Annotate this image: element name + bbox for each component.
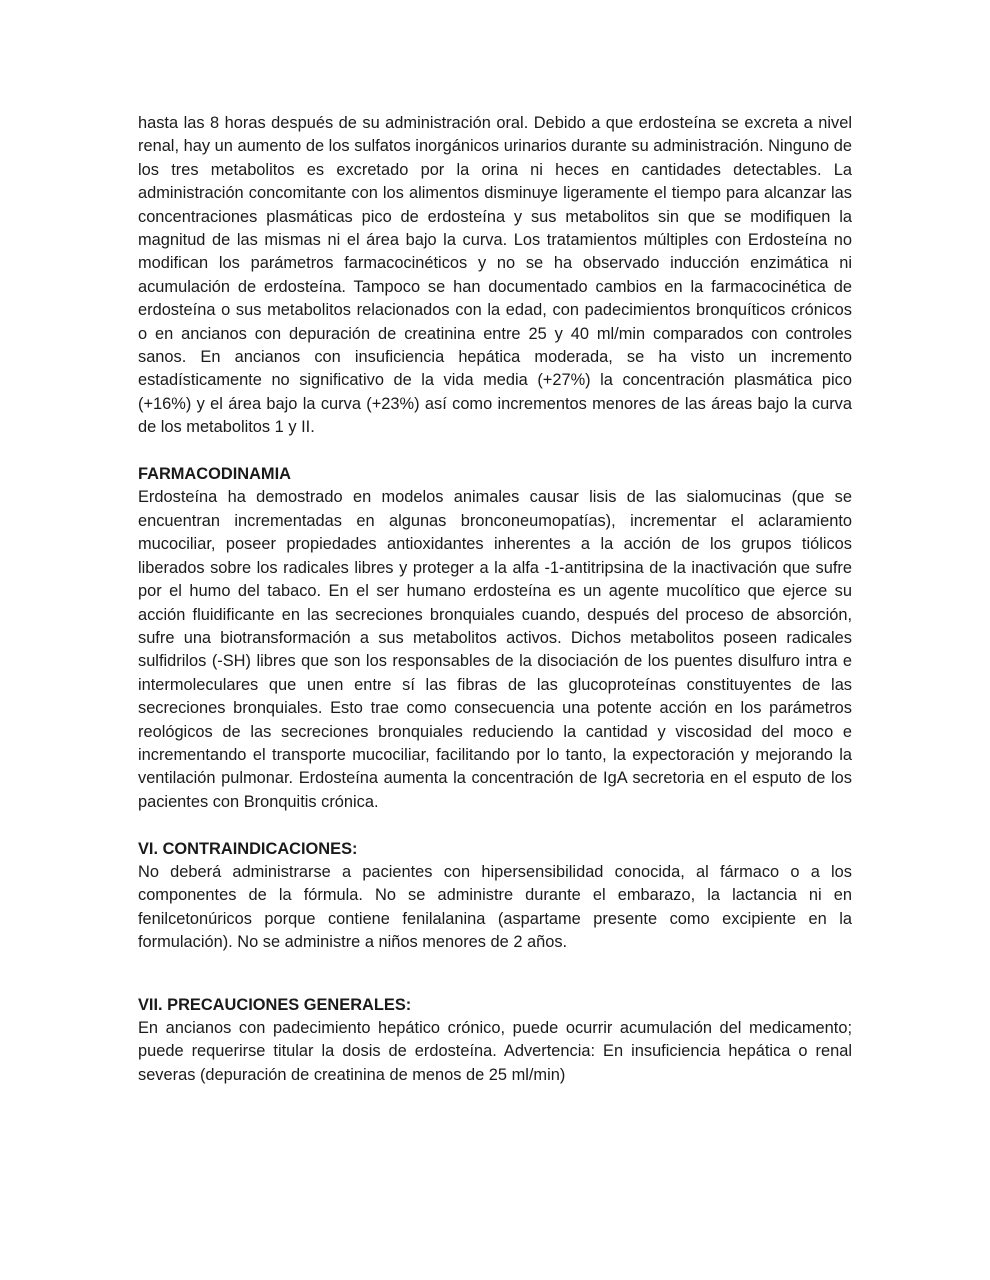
contraindicaciones-paragraph: No deberá administrarse a pacientes con hipersensibilidad conocida, al fármaco o a los componentes de la fórmula. No se administre durante el embarazo, la lactancia ni en fenilcetonúricos porque contiene fenilalanina (aspartame presente como excipiente en la formulación). No se administre a niños menores de 2 años. [138,862,852,952]
intro-paragraph: hasta las 8 horas después de su administración oral. Debido a que erdosteína se excreta a nivel renal, hay un aumento de los sulfatos inorgánicos urinarios durante su administración. Ninguno de los tres metabolitos es excretado por la orina ni heces en cantidades detectables. La administración concomitante con los alimentos disminuye ligeramente el tiempo para alcanzar las concentraciones plasmáticas pico de erdosteína y sus metabolitos sin que se modifiquen la magnitud de las mismas ni el área bajo la curva. Los tratamientos múltiples con Erdosteína no modifican los parámetros farmacocinéticos y no se ha observado inducción enzimática ni acumulación de erdosteína. Tampoco se han documentado cambios en la farmacocinética de erdosteína o sus metabolitos relacionados con la edad, con padecimientos bronquíticos crónicos o en ancianos con depuración de creatinina entre 25 y 40 ml/min comparados con controles sanos. En ancianos con insuficiencia hepática moderada, se ha visto un incremento estadísticamente no significativo de la vida media (+27%) la concentración plasmática pico (+16%) y el área bajo la curva (+23%) así como incrementos menores de las áreas bajo la curva de los metabolitos 1 y II. [138,114,852,437]
contraindicaciones-heading: VI. CONTRAINDICACIONES: [138,839,358,858]
spacer [138,955,852,994]
spacer [138,440,852,463]
precauciones-heading: VII. PRECAUCIONES GENERALES: [138,995,412,1014]
farmacodinamia-paragraph: Erdosteína ha demostrado en modelos animales causar lisis de las sialomucinas (que se encuentran incrementadas en algunas bronconeumopatías), incrementar el aclaramiento mucociliar, poseer propiedades antioxidantes inherentes a la acción de los grupos tiólicos liberados sobre los radicales libres y proteger a la alfa -1-antitripsina de la inactivación que sufre por el humo del tabaco. En el ser humano erdosteína es un agente mucolítico que ejerce su acción fluidificante en las secreciones bronquiales cuando, después del proceso de absorción, sufre una biotransformación a sus metabolitos activos. Dichos metabolitos poseen radicales sulfidrilos (-SH) libres que son los responsables de la disociación de los puentes disulfuro intra e intermoleculares que unen entre sí las fibras de las glucoproteínas constituyentes de las secreciones bronquiales. Esto trae como consecuencia una potente acción en los parámetros reológicos de las secreciones bronquiales reduciendo la cantidad y viscosidad del moco e incrementando el transporte mucociliar, facilitando por lo tanto, la expectoración y mejorando la ventilación pulmonar. Erdosteína aumenta la concentración de IgA secretoria en el esputo de los pacientes con Bronquitis crónica. [138,488,852,811]
precauciones-paragraph: En ancianos con padecimiento hepático crónico, puede ocurrir acumulación del medicamento; puede requerirse titular la dosis de erdosteína. Advertencia: En insuficiencia hepática o renal severas (depuración de creatinina de menos de 25 ml/min) [138,1019,852,1084]
farmacodinamia-heading: FARMACODINAMIA [138,465,291,484]
document-page [138,112,852,1087]
spacer [138,814,852,837]
